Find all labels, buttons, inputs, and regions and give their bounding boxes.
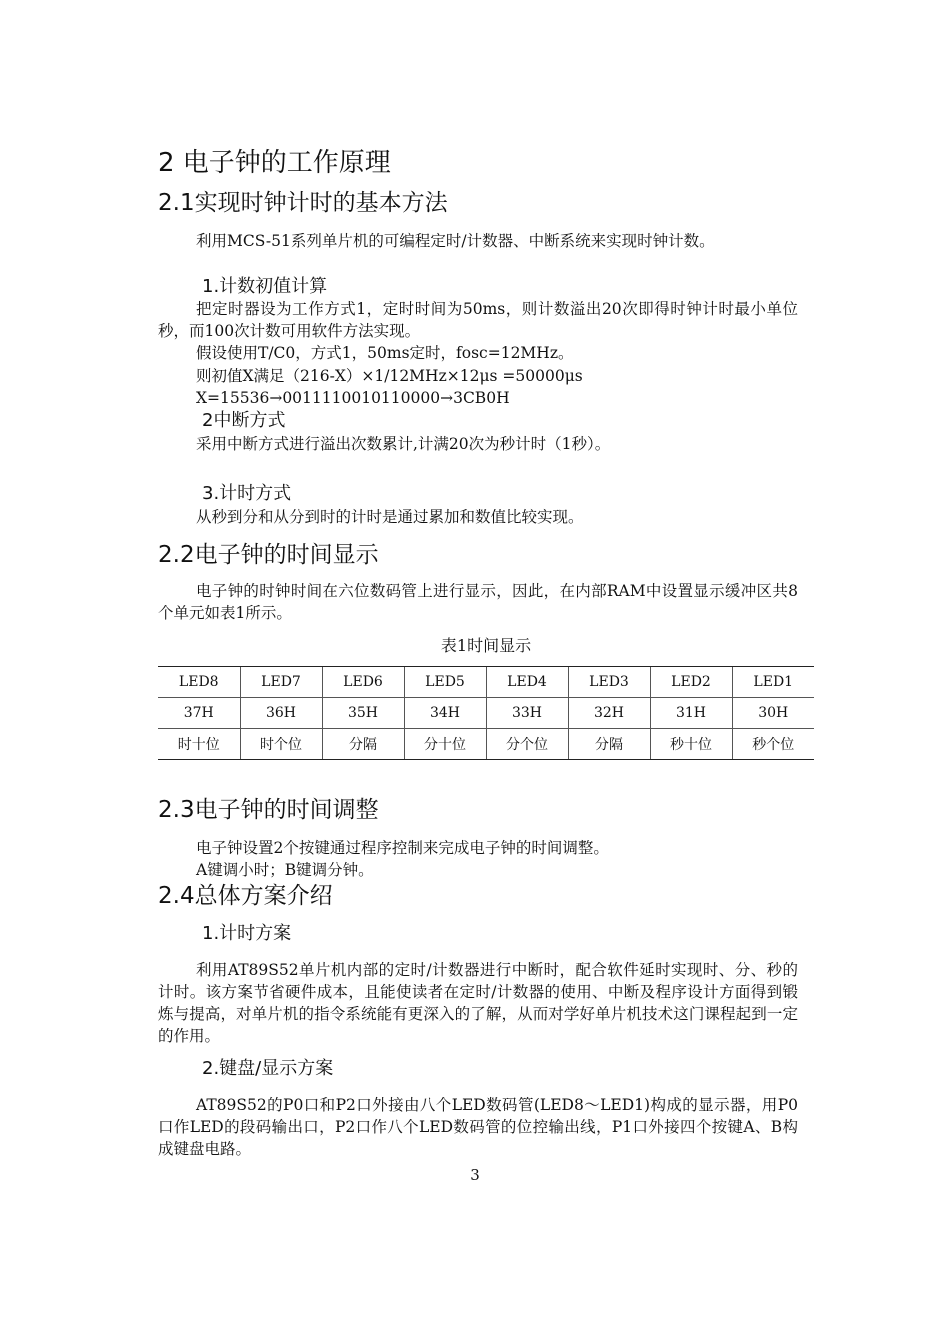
section-2-1-heading: 2.1实现时钟计时的基本方法 [158,190,448,216]
table-row [158,698,814,729]
paragraph-timer-mode: 把定时器设为工作方式1，定时时间为50ms，则计数溢出20次即得时钟计时最小单位秒，而100次计数可用软件方法实现。 [158,300,798,340]
subsection-interrupt: 2中断方式 [202,410,286,431]
table-cell: LED6 [322,667,404,698]
section-2-3-line1: 电子钟设置2个按键通过程序控制来完成电子钟的时间调整。 [196,839,609,857]
paragraph-timing: 从秒到分和从分到时的计时是通过累加和数值比较实现。 [196,508,584,526]
subsection-keyboard-display: 2.键盘/显示方案 [202,1058,334,1079]
table-cell: 时个位 [240,729,322,760]
table-cell: 分隔 [322,729,404,760]
table-cell: 秒个位 [732,729,814,760]
table-cell: 32H [568,698,650,729]
section-2-1-intro: 利用MCS-51系列单片机的可编程定时/计数器、中断系统来实现时钟计数。 [196,232,715,250]
text-line-tc0: 假设使用T/C0，方式1，50ms定时，fosc=12MHz。 [196,344,574,362]
table-cell: 分十位 [404,729,486,760]
subsection-count-initial: 1.计数初值计算 [202,276,328,297]
table-cell: 37H [158,698,240,729]
table-cell: LED5 [404,667,486,698]
table-cell: LED8 [158,667,240,698]
paragraph-timing-plan: 利用AT89S52单片机内部的定时/计数器进行中断时，配合软件延时实现时、分、秒的计时。该方案节省硬件成本，且能使读者在定时/计数器的使用、中断及程序设计方面得到锻炼与提高，对单片机的指令系统能有更深入的了解，从而对学好单片机技术这门课程起到一定的作用。 [158,961,798,1045]
section-2-4-heading: 2.4总体方案介绍 [158,883,333,909]
table-cell: 秒十位 [650,729,732,760]
page-number: 3 [470,1166,480,1184]
time-display-table [158,666,814,760]
text-line-result: X=15536→0011110010110000→3CB0H [196,389,510,407]
table-cell: 35H [322,698,404,729]
table-cell: LED4 [486,667,568,698]
section-2-3-line2: A键调小时；B键调分钟。 [196,861,374,879]
table-caption: 表1时间显示 [440,636,532,655]
table-cell: LED1 [732,667,814,698]
table-cell: LED7 [240,667,322,698]
table-cell: 30H [732,698,814,729]
table-cell: LED2 [650,667,732,698]
table-row [158,729,814,760]
text-line-formula: 则初值X满足（216-X）×1/12MHz×12μs =50000μs [196,367,583,385]
table-row [158,667,814,698]
table-cell: 31H [650,698,732,729]
table-cell: LED3 [568,667,650,698]
section-2-3-heading: 2.3电子钟的时间调整 [158,797,379,823]
chapter-title: 2 电子钟的工作原理 [158,148,391,178]
paragraph-keyboard-display: AT89S52的P0口和P2口外接由八个LED数码管(LED8～LED1)构成的显示器，用P0口作LED的段码输出口，P2口作八个LED数码管的位控输出线，P1口外接四个按键A、B构成键盘电路。 [158,1096,798,1158]
table-cell: 34H [404,698,486,729]
table-cell: 分隔 [568,729,650,760]
table-cell: 时十位 [158,729,240,760]
table-cell: 36H [240,698,322,729]
section-2-2-paragraph: 电子钟的时钟时间在六位数码管上进行显示，因此，在内部RAM中设置显示缓冲区共8个单元如表1所示。 [158,582,798,622]
table-cell: 分个位 [486,729,568,760]
subsection-timing: 3.计时方式 [202,483,292,504]
section-2-2-heading: 2.2电子钟的时间显示 [158,542,379,568]
table-cell: 33H [486,698,568,729]
subsection-timing-plan: 1.计时方案 [202,923,292,944]
paragraph-interrupt: 采用中断方式进行溢出次数累计,计满20次为秒计时（1秒）。 [196,435,611,453]
